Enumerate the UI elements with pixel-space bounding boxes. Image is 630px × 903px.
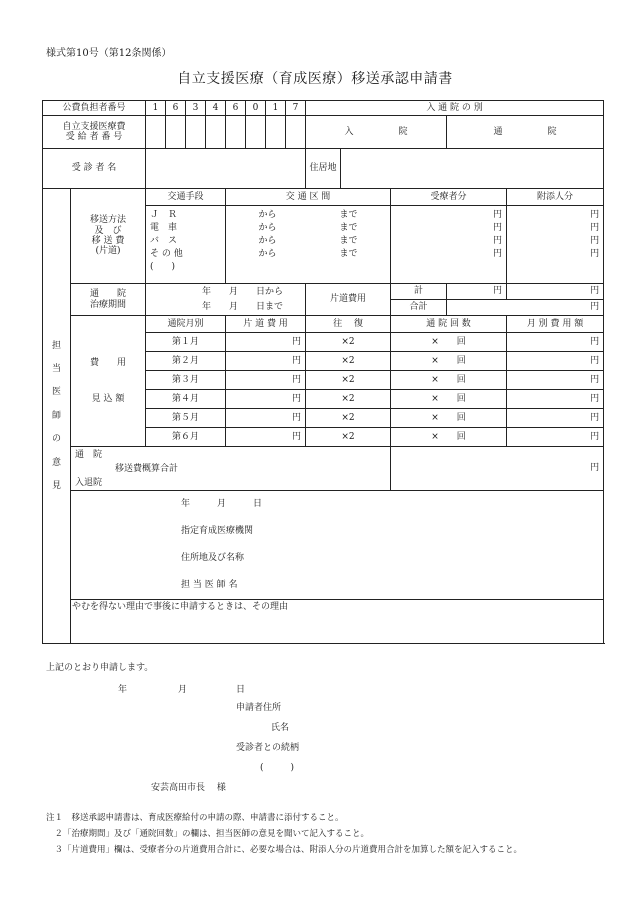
admission-type-label: 入 通 院 の 別 [306, 101, 604, 116]
note-item: ２「治療期間」及び「通院回数」の欄は、担当医師の意見を聞いて記入すること。 [46, 829, 370, 839]
month-count[interactable]: × 回 [391, 409, 507, 428]
route-from: から [258, 210, 277, 220]
payer-digit[interactable]: 1 [146, 101, 166, 116]
sign-address-name: 住所地及び名称 [181, 553, 245, 563]
means-other: そ の 他 [150, 249, 183, 259]
transport-section-label: 移送方法 及 び 移 送 費 (片道) [71, 189, 146, 284]
note-item: 注１ 移送承認申請書は、育成医療給付の申請の際、申請書に添付すること。 [46, 813, 344, 823]
note-item: ３「片道費用」欄は、受療者分の片道費用合計に、必要な場合は、附添人分の片道費用合計を加算した額を記入すること。 [46, 845, 523, 855]
month-total[interactable]: 円 [507, 390, 604, 409]
estimate-label-bottom: 見 込 額 [91, 394, 125, 404]
signature-block[interactable] [71, 491, 604, 600]
payer-digit[interactable]: 3 [186, 101, 206, 116]
patient-name-label: 受 診 者 名 [43, 149, 146, 189]
col-means: 交通手段 [146, 189, 226, 206]
label-char: 担 [51, 340, 61, 351]
payer-digit[interactable]: 6 [166, 101, 186, 116]
month-round: ×2 [306, 409, 391, 428]
doctor-opinion-label [43, 189, 71, 644]
col-month: 通院月別 [146, 316, 226, 333]
month-total[interactable]: 円 [507, 371, 604, 390]
payer-row [43, 101, 604, 116]
transport-route-list[interactable] [226, 206, 391, 284]
label-char: 医 [51, 387, 61, 398]
month-round: ×2 [306, 428, 391, 447]
period-row-1 [43, 284, 604, 300]
app-year: 年 [118, 685, 128, 695]
recipient-digit-cell[interactable] [246, 116, 266, 149]
month-fare[interactable]: 円 [226, 371, 306, 390]
relation-label: 受診者との続柄 [236, 743, 300, 753]
route-to: まで [339, 249, 358, 259]
yen-unit: 円 [493, 236, 503, 246]
month-fare[interactable]: 円 [226, 352, 306, 371]
recipient-label: 自立支援医療費 受 給 者 番 号 [43, 116, 146, 149]
total-top: 通 院 [75, 449, 103, 460]
label-char: 当 [51, 364, 61, 375]
route-to: まで [339, 236, 358, 246]
month-round: ×2 [306, 371, 391, 390]
app-day: 日 [236, 685, 246, 695]
month-label: 第５月 [146, 409, 226, 428]
sign-date: 年 月 日 [181, 499, 263, 509]
month-count[interactable]: × 回 [391, 333, 507, 352]
sign-doctor: 担 当 医 師 名 [181, 580, 238, 590]
recipient-digit-cell[interactable] [226, 116, 246, 149]
col-visit-count: 通 院 回 数 [391, 316, 507, 333]
month-fare[interactable]: 円 [226, 333, 306, 352]
month-label: 第３月 [146, 371, 226, 390]
month-count[interactable]: × 回 [391, 371, 507, 390]
period-to: 年 月 日まで [202, 301, 284, 312]
period-from: 年 月 日から [202, 286, 284, 297]
col-monthly-cost: 月 別 費 用 額 [507, 316, 604, 333]
total-estimate-field[interactable]: 円 [391, 447, 604, 491]
month-label: 第２月 [146, 352, 226, 371]
application-grid [42, 100, 600, 655]
means-jr: Ｊ Ｒ [150, 210, 178, 220]
form-code: 様式第10号（第12条関係） [46, 48, 172, 59]
month-round: ×2 [306, 390, 391, 409]
month-label: 第１月 [146, 333, 226, 352]
signature-row [43, 491, 604, 600]
subtotal-attendant[interactable]: 円 [507, 284, 604, 300]
month-count[interactable]: × 回 [391, 428, 507, 447]
payer-digit[interactable]: 1 [266, 101, 286, 116]
route-row [227, 235, 389, 248]
total-estimate-row [43, 447, 604, 491]
transport-means-list [146, 206, 226, 284]
fare-label: 片道費用 [306, 284, 391, 316]
recipient-digit-cell[interactable] [166, 116, 186, 149]
estimate-header-row [43, 316, 604, 333]
patient-row [43, 149, 604, 189]
route-from: から [258, 223, 277, 233]
period-label: 通 院 治療期間 [71, 284, 146, 316]
address-field[interactable] [341, 149, 604, 189]
mayor-addressee: 安芸高田市長 様 [151, 783, 226, 793]
subtotal-patient[interactable]: 円 [447, 284, 507, 300]
month-total[interactable]: 円 [507, 409, 604, 428]
applicant-name-label: 氏名 [271, 723, 290, 733]
recipient-row [43, 116, 604, 149]
means-bus: バ ス [150, 236, 178, 246]
app-month: 月 [178, 685, 188, 695]
application-statement: 上記のとおり申請します。 [46, 663, 154, 673]
route-to: まで [339, 223, 358, 233]
notes-section [46, 810, 522, 858]
sum-label: 合計 [391, 300, 447, 316]
label-char: 師 [51, 410, 61, 421]
patient-fare-list[interactable] [391, 206, 507, 284]
col-attendant-share: 附添人分 [507, 189, 604, 206]
month-fare[interactable]: 円 [226, 409, 306, 428]
route-to: まで [339, 210, 358, 220]
route-row [227, 209, 389, 222]
month-total[interactable]: 円 [507, 333, 604, 352]
col-route: 交 通 区 間 [226, 189, 391, 206]
col-patient-share: 受療者分 [391, 189, 507, 206]
month-fare[interactable]: 円 [226, 428, 306, 447]
month-label: 第６月 [146, 428, 226, 447]
yen-unit: 円 [493, 249, 503, 259]
route-row [227, 222, 389, 235]
month-count[interactable]: × 回 [391, 390, 507, 409]
label-char: 見 [51, 480, 61, 491]
total-bottom: 入退院 [75, 477, 103, 488]
means-train: 電 車 [150, 223, 178, 233]
attendant-fare-list[interactable] [507, 206, 604, 284]
month-round: ×2 [306, 352, 391, 371]
patient-name-field[interactable] [146, 149, 306, 189]
total-middle: 移送費概算合計 [115, 463, 179, 474]
means-other-paren: ( ) [150, 262, 176, 272]
recipient-digit-cell[interactable] [286, 116, 306, 149]
month-count[interactable]: × 回 [391, 352, 507, 371]
recipient-digit-cell[interactable] [266, 116, 286, 149]
sum-field[interactable]: 円 [447, 300, 604, 316]
subtotal-label: 計 [391, 284, 447, 300]
yen-unit: 円 [493, 210, 503, 220]
yen-unit: 円 [590, 249, 600, 259]
yen-unit: 円 [590, 223, 600, 233]
total-estimate-label [71, 447, 391, 491]
estimate-label-top: 費 用 [90, 358, 127, 368]
recipient-digit-cell[interactable] [206, 116, 226, 149]
label-char: の [51, 434, 61, 445]
yen-unit: 円 [590, 236, 600, 246]
recipient-digit-cell[interactable] [146, 116, 166, 149]
sign-institution: 指定育成医療機関 [181, 526, 254, 536]
recipient-digit-cell[interactable] [186, 116, 206, 149]
period-range-field[interactable] [146, 284, 306, 316]
yen-unit: 円 [493, 223, 503, 233]
label-char: 意 [51, 457, 61, 468]
reason-row [43, 600, 604, 644]
route-row [227, 248, 389, 261]
yen-unit: 円 [590, 210, 600, 220]
month-total[interactable]: 円 [507, 352, 604, 371]
month-label: 第４月 [146, 390, 226, 409]
payer-digit[interactable]: 6 [226, 101, 246, 116]
payer-digit[interactable]: 0 [246, 101, 266, 116]
document-title: 自立支援医療（育成医療）移送承認申請書 [177, 71, 453, 87]
payer-digit[interactable]: 7 [286, 101, 306, 116]
relation-paren: ( ) [260, 763, 295, 773]
inpatient-option[interactable]: 入 院 [306, 116, 447, 149]
month-total[interactable]: 円 [507, 428, 604, 447]
col-round-trip: 往 復 [306, 316, 391, 333]
address-label: 住居地 [306, 149, 341, 189]
route-from: から [258, 236, 277, 246]
transport-header-row [43, 189, 604, 206]
col-oneway-fare: 片 道 費 用 [226, 316, 306, 333]
month-round: ×2 [306, 333, 391, 352]
reason-field[interactable]: やむを得ない理由で事後に申請するときは、その理由 [71, 600, 604, 644]
payer-digit[interactable]: 4 [206, 101, 226, 116]
month-fare[interactable]: 円 [226, 390, 306, 409]
payer-label: 公費負担者番号 [43, 101, 146, 116]
applicant-address-label: 申請者住所 [236, 703, 282, 713]
outpatient-option[interactable]: 通 院 [447, 116, 604, 149]
route-from: から [258, 249, 277, 259]
estimate-label [71, 316, 146, 447]
